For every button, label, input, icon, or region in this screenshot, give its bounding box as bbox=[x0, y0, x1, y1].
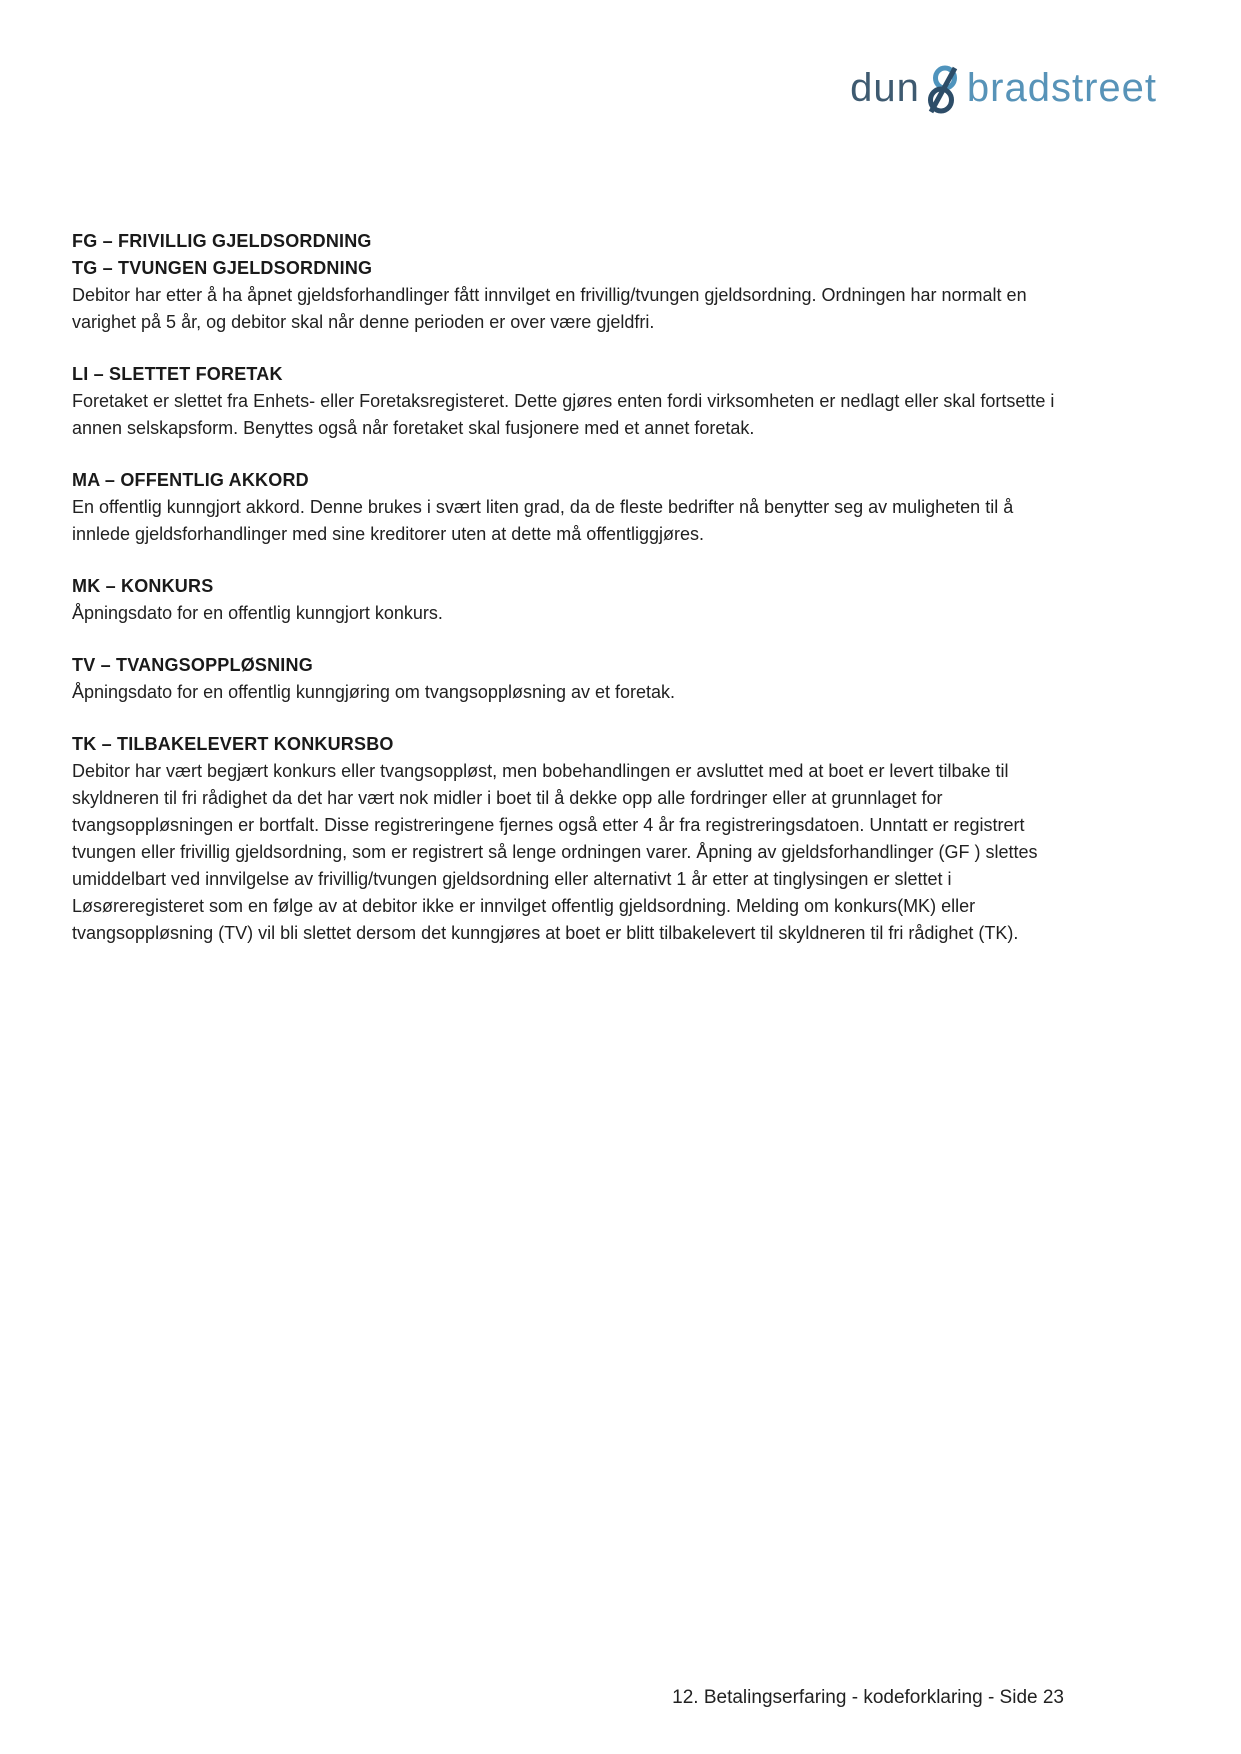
section-heading-tk: TK – TILBAKELEVERT KONKURSBO bbox=[72, 734, 394, 754]
logo-bradstreet-text: bradstreet bbox=[966, 65, 1157, 110]
logo-dun-text: dun bbox=[850, 65, 920, 110]
section-body-mk: Åpningsdato for en offentlig kunngjort konkurs. bbox=[72, 603, 443, 623]
document-body bbox=[72, 228, 1072, 972]
page-footer: 12. Betalingserfaring - kodeforklaring - Side 23 bbox=[672, 1687, 1064, 1708]
section-heading-li: LI – SLETTET FORETAK bbox=[72, 364, 283, 384]
section-ma bbox=[72, 467, 1072, 548]
section-li bbox=[72, 361, 1072, 442]
section-tk bbox=[72, 731, 1072, 947]
section-body-fg-tg: Debitor har etter å ha åpnet gjeldsforhandlinger fått innvilget en frivillig/tvungen gjeldsordning. Ordningen har normalt en varighet på 5 år, og debitor skal når denne perioden er over være gjeldfri. bbox=[72, 285, 1027, 332]
section-heading-tv: TV – TVANGSOPPLØSNING bbox=[72, 655, 313, 675]
section-body-tk: Debitor har vært begjært konkurs eller tvangsoppløst, men bobehandlingen er avsluttet med at boet er levert tilbake til skyldneren til fri rådighet da det har vært nok midler i boet til å dekke opp alle fordringer eller at grunnlaget for tvangsoppløsningen er bortfalt. Disse registreringene fjernes også etter 4 år fra registreringsdatoen. Unntatt er registrert tvungen eller frivillig gjeldsordning, som er registrert så lenge ordningen varer. Åpning av gjeldsforhandlinger (GF ) slettes umiddelbart ved innvilgelse av frivillig/tvungen gjeldsordning eller alternativt 1 år etter at tinglysingen er slettet i Løsøreregisteret som en følge av at debitor ikke er innvilget offentlig gjeldsordning. Melding om konkurs(MK) eller tvangsoppløsning (TV) vil bli slettet dersom det kunngjøres at boet er blitt tilbakelevert til skyldneren til fri rådighet (TK). bbox=[72, 761, 1038, 943]
section-body-li: Foretaket er slettet fra Enhets- eller Foretaksregisteret. Dette gjøres enten fordi virksomheten er nedlagt eller skal fortsette i annen selskapsform. Benyttes også når foretaket skal fusjonere med et annet foretak. bbox=[72, 391, 1055, 438]
section-heading-mk: MK – KONKURS bbox=[72, 576, 214, 596]
dnb-logo bbox=[850, 62, 1157, 114]
section-mk bbox=[72, 573, 1072, 627]
section-fg-tg bbox=[72, 228, 1072, 336]
section-heading-fg: FG – FRIVILLIG GJELDSORDNING bbox=[72, 231, 372, 251]
ampersand-icon bbox=[923, 64, 965, 116]
section-body-tv: Åpningsdato for en offentlig kunngjøring om tvangsoppløsning av et foretak. bbox=[72, 682, 676, 702]
section-heading-ma: MA – OFFENTLIG AKKORD bbox=[72, 470, 309, 490]
section-tv bbox=[72, 652, 1072, 706]
section-heading-tg: TG – TVUNGEN GJELDSORDNING bbox=[72, 258, 373, 278]
section-body-ma: En offentlig kunngjort akkord. Denne brukes i svært liten grad, da de fleste bedrifter nå benytter seg av muligheten til å innlede gjeldsforhandlinger med sine kreditorer uten at dette må offentliggjøres. bbox=[72, 497, 1014, 544]
